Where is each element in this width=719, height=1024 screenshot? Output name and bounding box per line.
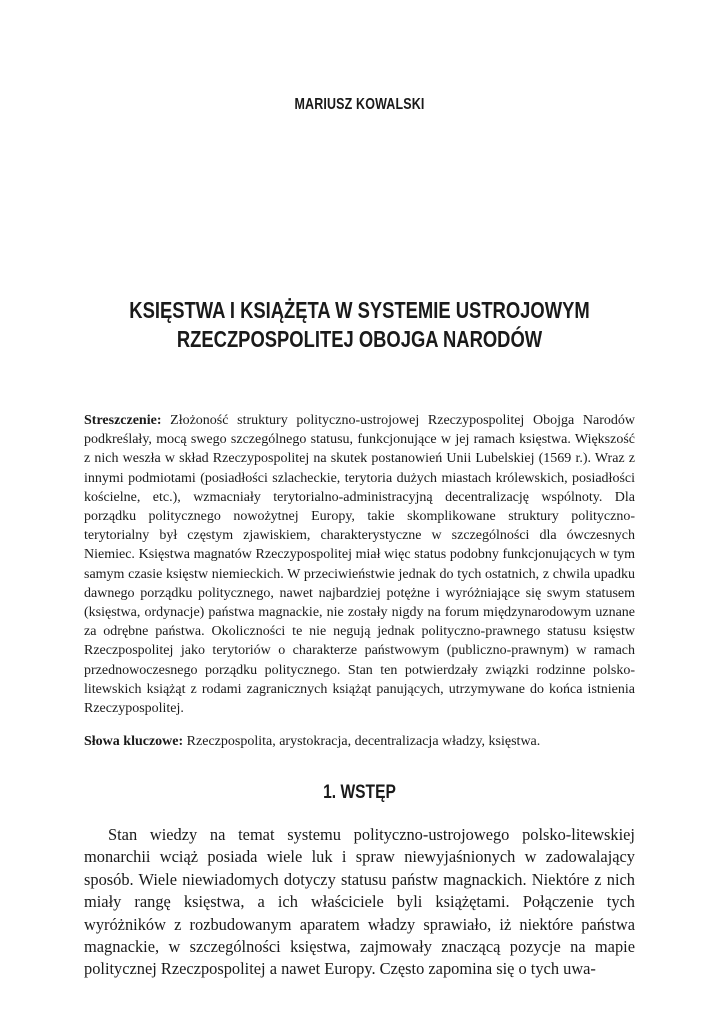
author-name: MARIUSZ KOWALSKI [294, 96, 425, 113]
body-paragraph: Stan wiedzy na temat systemu polityczno-ustrojowego polsko-litewskiej monarchii wciąż posiada wiele luk i spraw niewyjaśnionych w zadowalający sposób. Wiele niewiadomych dotyczy statusu państw magnackich. Niektóre z nich miały rangę księstwa, a ich właściciele byli książętami. Połączenie tych wyróżników z rozbudowanym aparatem władzy sprawiało, iż niektóre państwa magnackie, w szczególności księstwa, zajmowały znaczącą pozycje na mapie politycznej Rzeczpospolitej a nawet Europy. Często zapomina się o tych uwa- [84, 825, 635, 979]
title-line-2: RZECZPOSPOLITEJ OBOJGA NARODÓW [176, 326, 543, 352]
abstract [84, 411, 635, 718]
article-title [72, 296, 647, 354]
abstract-text: Złożoność struktury polityczno-ustrojowej Rzeczypospolitej Obojga Narodów podkreślały, mocą swego szczególnego statusu, funkcjonujące w jej ramach księstwa. Większość z nich weszła w skład Rzeczypospolitej na skutek postanowień Unii Lubelskiej (1569 r.). Wraz z innymi podmiotami (posiadłości szlacheckie, terytoria dużych miastach królewskich, posiadłości kościelne, etc.), wzmacniały terytorialno-administracyjną decentralizację wspólnoty. Dla porządku politycznego nowożytnej Europy, takie skomplikowane struktury polityczno-terytorialny był częstym zjawiskiem, charakterystyczne w szczególności dla ówczesnych Niemiec. Księstwa magnatów Rzeczypospolitej miał więc status podobny funkcjonujących w tym samym czasie księstw niemieckich. W przeciwieństwie jednak do tych ostatnich, z chwila upadku dawnego porządku politycznego, nawet najbardziej potężne i wyróżniające się swym statusem (księstwa, ordynacje) państwa magnackie, nie zostały nigdy na forum międzynarodowym uznane za odrębne państwa. Okoliczności te nie negują jednak polityczno-prawnego statusu księstw Rzeczpospolitej jako terytoriów o charakterze państwowym (publiczno-prawnym) w ramach przednowoczesnego porządku politycznego. Stan ten potwierdzały związki rodzinne polsko-litewskich książąt z rodami zagranicznych książąt panujących, utrzymywane do końca istnienia Rzeczypospolitej. [84, 413, 635, 717]
abstract-label: Streszczenie: [84, 413, 171, 428]
title-line-1: KSIĘSTWA I KSIĄŻĘTA W SYSTEMIE USTROJOWYM [129, 297, 590, 323]
keywords-label: Słowa kluczowe: [84, 734, 187, 749]
section-heading: 1. WSTĘP [323, 782, 396, 803]
keywords-text: Rzeczpospolita, arystokracja, decentralizacja władzy, księstwa. [186, 734, 541, 749]
keywords [84, 732, 635, 751]
